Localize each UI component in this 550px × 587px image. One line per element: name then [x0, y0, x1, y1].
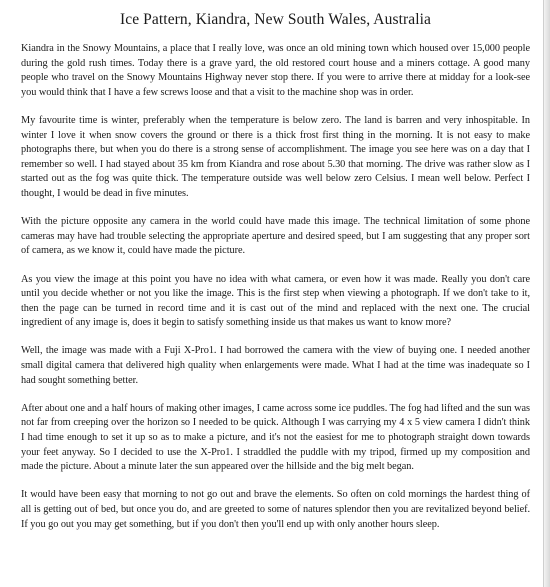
paragraph-5: Well, the image was made with a Fuji X-Pro1. I had borrowed the camera with the view of buying one. I needed another small digital camera that delivered high quality when enlargements were made. What I had at the time was inadequate so I had sought something better.	[21, 345, 530, 386]
page-edge-shadow	[543, 0, 550, 587]
paragraph-6: After about one and a half hours of making other images, I came across some ice puddles. The fog had lifted and the sun was not far from creeping over the horizon so I needed to be quick. Although I was carrying my 4 x 5 view camera I didn't think I had time enough to set it up so as to make a picture, and it's not the easiest for me to photograph straight down towards your feet anyway. So I decided to use the X-Pro1. I straddled the puddle with my tripod, firmed up my composition and made the picture. About a minute later the sun appeared over the hillside and the big melt began.	[21, 402, 530, 473]
paragraph-1: Kiandra in the Snowy Mountains, a place that I really love, was once an old mining town which housed over 15,000 people during the gold rush times. Today there is a grave yard, the old restored court house and a miners cottage. A good many people who travel on the Snowy Mountains Highway never stop there. If you were to arrive there at midday for a look-see you would think that I have a few screws loose and that a visit to the machine shop was in order.	[21, 43, 530, 98]
paragraph-7: It would have been easy that morning to not go out and brave the elements. So often on cold mornings the hardest thing of all is getting out of bed, but once you do, and are greeted to some of natures splendor then you are revitalized beyond belief. If you go out you may get something, but if you don't then you'll end up with only another hours sleep.	[21, 489, 530, 530]
paragraph-3: With the picture opposite any camera in the world could have made this image. The technical limitation of some phone cameras may have had trouble selecting the appropriate aperture and desired speed, but I am suggesting that any proper sort of camera, as we know it, could have made the picture.	[21, 216, 530, 257]
page-title: Ice Pattern, Kiandra, New South Wales, Australia	[119, 11, 432, 28]
paragraph-2: My favourite time is winter, preferably when the temperature is below zero. The land is barren and very inhospitable. In winter I love it when snow covers the ground or there is a thick frost first thing in the morning. It is not easy to make photographs there, but when you do there is a strong sense of accomplishment. The image you see here was on a day that I remember so well. I had stayed about 35 km from Kiandra and rose about 5.30 that morning. The drive was rather slow as I started out as the fog was quite thick. The temperature outside was well below zero Celsius. I mean well below. Perfect I thought, I would be dead in five minutes.	[21, 114, 530, 199]
paragraph-4: As you view the image at this point you have no idea with what camera, or even how it was made. Really you don't care until you decide whether or not you like the image. This is the first step when viewing a photograph. If we don't take to it, then the page can be turned in record time and it is cast out of the mind and replaced with the next one. The crucial ingredient of any image is, does it begin to satisfy something inside us that makes us want to know more?	[21, 273, 530, 329]
